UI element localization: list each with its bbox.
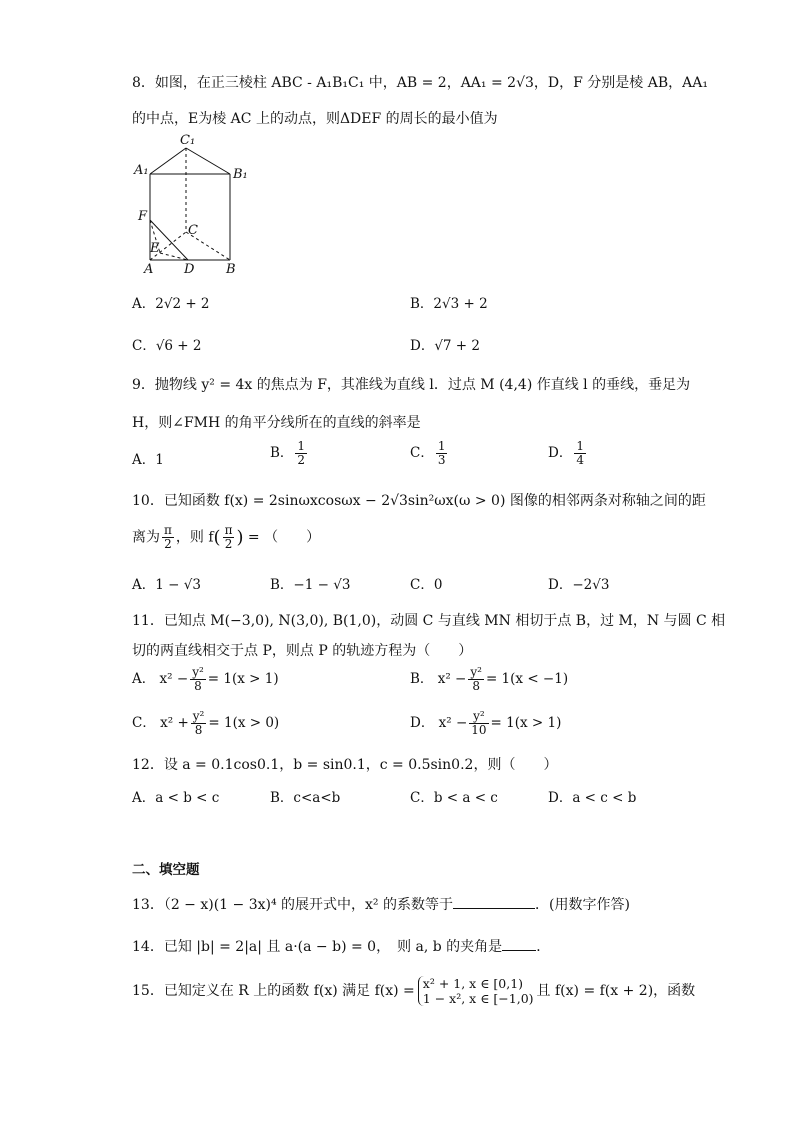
section-heading: 二、填空题 (132, 862, 200, 878)
q15-line: 15．已知定义在 R 上的函数 f(x) 满足 f(x) = x² + 1, x ∈ [0,1) 1 − x², x ∈ [−1,0) 且 f(x) = f(x + 2)，函数 (132, 976, 696, 1006)
seg-E-D (160, 253, 188, 260)
piecewise-brace: x² + 1, x ∈ [0,1) 1 − x², x ∈ [−1,0) (418, 976, 534, 1006)
q11-option-d: D． x² − $\frac{\text{y²}}{10}$ = 1(x > 1) (410, 709, 562, 737)
q9-option-d: D． $\frac{1}{4}$ (548, 439, 584, 467)
q9-option-c: C． $\frac{1}{3}$ (410, 439, 446, 467)
q14-line: 14．已知 |b| = 2|a| 且 a·(a − b) = 0， 则 a, b 的夹角是 ． (132, 939, 551, 955)
q10-line1: 10．已知函数 f(x) = 2sinωxcosωx − 2√3sin²ωx(ω > 0) 图像的相邻两条对称轴之间的距 (132, 493, 706, 509)
q8-option-c: C．√6 + 2 (132, 338, 202, 354)
label-A1: A₁ (134, 163, 149, 178)
q9-option-b: B． $\frac{1}{2}$ (270, 439, 306, 467)
q12-option-d: D．a < c < b (548, 790, 637, 806)
q8-option-a: A．2√2 + 2 (132, 296, 210, 312)
q9-line2: H，则∠FMH 的角平分线所在的直线的斜率是 (132, 415, 421, 431)
q10-option-c: C．0 (410, 577, 443, 593)
label-A: A (144, 262, 154, 277)
q10-option-d: D．−2√3 (548, 577, 610, 593)
q12-line1: 12．设 a = 0.1cos0.1，b = sin0.1，c = 0.5sin0.2，则（ ） (132, 757, 558, 773)
label-C: C (188, 223, 198, 238)
q8-option-b: B．2√3 + 2 (410, 296, 488, 312)
q8-option-d: D．√7 + 2 (410, 338, 480, 354)
q11-option-b: B． x² − $\frac{\text{y²}}{8}$ = 1(x < −1) (410, 665, 569, 693)
q12-option-a: A．a < b < c (132, 790, 220, 806)
q13-line: 13．（2 − x)(1 − 3x)⁴ 的展开式中，x² 的系数等于 ．(用数字作答) (132, 897, 630, 913)
label-B: B (226, 262, 236, 277)
label-C1: C₁ (180, 133, 196, 148)
label-B1: B₁ (233, 167, 248, 182)
edge-A1-C1 (150, 148, 186, 174)
answer-blank[interactable] (502, 938, 536, 951)
edge-C1-B1 (186, 148, 230, 174)
q11-line1: 11．已知点 M(−3,0), N(3,0), B(1,0)，动圆 C 与直线 MN 相切于点 B，过 M，N 与圆 C 相 (132, 613, 726, 629)
q8-line2: 的中点，E为棱 AC 上的动点，则ΔDEF 的周长的最小值为 (132, 111, 498, 127)
q11-option-c: C． x² + $\frac{\text{y²}}{8}$ = 1(x > 0) (132, 709, 280, 737)
q11-option-a: A． x² − $\frac{\text{y²}}{8}$ = 1(x > 1) (132, 665, 279, 693)
q10-line2: 离为 $\frac{\pi}{2}$ ，则 f( $\frac{\pi}{2}$ ) = （ ） (132, 523, 321, 551)
q12-option-c: C．b < a < c (410, 790, 498, 806)
q10-option-a: A．1 − √3 (132, 577, 201, 593)
q9-line1: 9．抛物线 y² = 4x 的焦点为 F，其准线为直线 l．过点 M (4,4) 作直线 l 的垂线，垂足为 (132, 377, 691, 393)
label-F: F (138, 209, 148, 224)
label-E: E (150, 241, 160, 256)
label-D: D (184, 262, 195, 277)
q9-option-a: A．1 (132, 452, 164, 468)
prism-figure (130, 130, 250, 280)
q8-line1: 8．如图，在正三棱柱 ABC - A₁B₁C₁ 中，AB = 2，AA₁ = 2√3，D，F 分别是棱 AB，AA₁ (132, 75, 708, 91)
answer-blank[interactable] (453, 896, 535, 909)
q11-line2: 切的两直线相交于点 P，则点 P 的轨迹方程为（ ） (132, 643, 473, 659)
q10-option-b: B．−1 − √3 (270, 577, 351, 593)
q12-option-b: B．c<a<b (270, 790, 341, 806)
